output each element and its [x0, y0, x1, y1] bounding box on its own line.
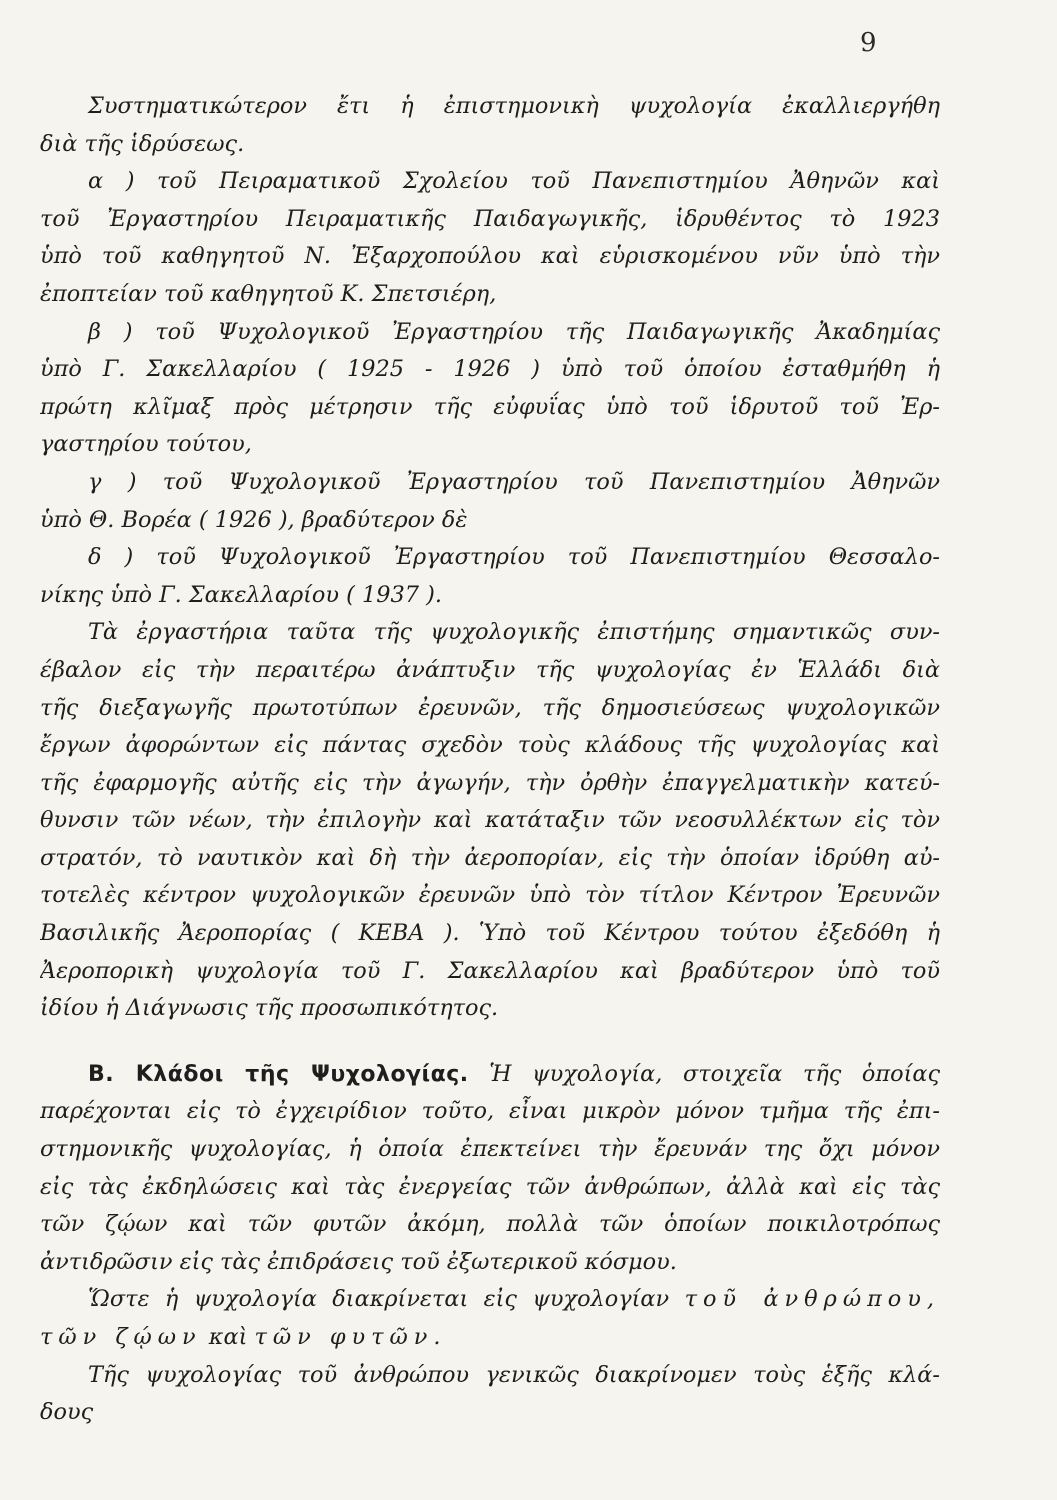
text-line: στρατόν, τὸ ναυτικὸν καὶ δὴ τὴν ἀεροπορίαν, εἰς τὴν ὁποίαν ἱδρύθη αὐ- — [40, 844, 940, 871]
text-line: Ἀεροπορικὴ ψυχολογία τοῦ Γ. Σακελλαρίου καὶ βραδύτερον ὑπὸ τοῦ — [40, 957, 940, 984]
text-line: ἀντιδρῶσιν εἰς τὰς ἐπιδράσεις τοῦ ἐξωτερικοῦ κόσμου. — [40, 1248, 677, 1275]
text-line: διὰ τῆς ἱδρύσεως. — [40, 130, 245, 157]
text-line: τῆς διεξαγωγῆς πρωτοτύπων ἐρευνῶν, τῆς δημοσιεύσεως ψυχολογικῶν — [40, 694, 940, 721]
list-item-b: β ) τοῦ Ψυχολογικοῦ Ἐργαστηρίου τῆς Παιδαγωγικῆς Ἀκαδημίας — [88, 318, 940, 345]
list-item-c: γ ) τοῦ Ψυχολογικοῦ Ἐργαστηρίου τοῦ Πανεπιστημίου Ἀθηνῶν — [88, 468, 940, 495]
text-line: ἐποπτείαν τοῦ καθηγητοῦ Κ. Σπετσιέρη, — [40, 280, 497, 307]
text-line: ἔργων ἀφορώντων εἰς πάντας σχεδὸν τοὺς κλάδους τῆς ψυχολογίας καὶ — [40, 732, 940, 759]
text-line: ὑπὸ τοῦ καθηγητοῦ Ν. Ἐξαρχοπούλου καὶ εὑρισκομένου νῦν ὑπὸ τὴν — [40, 243, 940, 270]
text-line: δους — [40, 1399, 94, 1426]
text-line: τοτελὲς κέντρον ψυχολογικῶν ἐρευνῶν ὑπὸ τὸν τίτλον Κέντρον Ἐρευνῶν — [40, 882, 940, 909]
spaced-term-human: τοῦ ἀνθρώπου, — [684, 1286, 940, 1313]
page-number: 9 — [860, 28, 877, 58]
text-line: στημονικῆς ψυχολογίας, ἡ ὁποία ἐπεκτείνει τὴν ἔρευνάν της ὄχι μόνον — [40, 1136, 940, 1163]
text-line: ὑπὸ Θ. Βορέα ( 1926 ), βραδύτερον δὲ — [40, 506, 468, 533]
text-line: παρέχονται εἰς τὸ ἐγχειρίδιον τοῦτο, εἶναι μικρὸν μόνον τμῆμα τῆς ἐπι- — [40, 1098, 940, 1125]
text-line: έβαλον εἰς τὴν περαιτέρω ἀνάπτυξιν τῆς ψυχολογίας ἐν Ἑλλάδι διὰ — [40, 656, 940, 683]
text-line — [40, 1281, 940, 1319]
text-line: ὑπὸ Γ. Σακελλαρίου ( 1925 - 1926 ) ὑπὸ τοῦ ὁποίου ἐσταθμήθη ἡ — [40, 356, 940, 383]
text-line: τοῦ Ἐργαστηρίου Πειραματικῆς Παιδαγωγικῆς, ἱδρυθέντος τὸ 1923 — [40, 205, 940, 232]
text-line: εἰς τὰς ἐκδηλώσεις καὶ τὰς ἐνεργείας τῶν ἀνθρώπων, ἀλλὰ καὶ εἰς τὰς — [40, 1173, 940, 1200]
section-b-first-line — [40, 1056, 940, 1094]
text-line: τῆς ἐφαρμογῆς αὐτῆς εἰς τὴν ἀγωγήν, τὴν ὀρθὴν ἐπαγγελματικὴν κατεύ- — [40, 769, 940, 796]
body-text — [40, 88, 940, 1432]
section-gap — [40, 1028, 940, 1056]
text-line — [40, 1319, 940, 1357]
list-item-a: α ) τοῦ Πειραματικοῦ Σχολείου τοῦ Πανεπιστημίου Ἀθηνῶν καὶ — [88, 168, 940, 195]
section-b-text: Ἡ ψυχολογία, στοιχεῖα τῆς ὁποίας — [489, 1060, 940, 1087]
text-line: Συστηματικώτερον ἔτι ἡ ἐπιστημονικὴ ψυχολογία ἐκαλλιεργήθη — [88, 93, 940, 119]
text-line: Τῆς ψυχολογίας τοῦ ἀνθρώπου γενικῶς διακρίνομεν τοὺς ἑξῆς κλά- — [88, 1361, 940, 1388]
paragraph-start: Τὰ ἐργαστήρια ταῦτα τῆς ψυχολογικῆς ἐπιστήμης σημαντικῶς συν- — [88, 619, 940, 646]
text-line: πρώτη κλῖμαξ πρὸς μέτρησιν τῆς εὐφυΐας ὑπὸ τοῦ ἱδρυτοῦ τοῦ Ἐρ- — [40, 393, 940, 420]
text-span: καὶ — [208, 1324, 248, 1350]
text-line: Βασιλικῆς Ἀεροπορίας ( ΚΕΒΑ ). Ὑπὸ τοῦ Κέντρου τούτου ἐξεδόθη ἡ — [40, 920, 940, 947]
list-item-d: δ ) τοῦ Ψυχολογικοῦ Ἐργαστηρίου τοῦ Πανεπιστημίου Θεσσαλο- — [88, 544, 940, 571]
text-span: Ὥστε ἡ ψυχολογία διακρίνεται εἰς ψυχολογίαν — [88, 1286, 670, 1313]
section-heading: Β. Κλάδοι τῆς Ψυχολογίας. — [88, 1061, 469, 1087]
spaced-term-plants: τῶν φυτῶν. — [254, 1324, 447, 1350]
text-line: τῶν ζῴων καὶ τῶν φυτῶν ἀκόμη, πολλὰ τῶν ὁποίων ποικιλοτρόπως — [40, 1211, 940, 1238]
text-line: νίκης ὑπὸ Γ. Σακελλαρίου ( 1937 ). — [40, 581, 442, 608]
spaced-term-animals: τῶν ζῴων — [40, 1324, 202, 1350]
text-line: ἰδίου ἡ Διάγνωσις τῆς προσωπικότητος. — [40, 995, 499, 1022]
text-line: γαστηρίου τούτου, — [40, 431, 252, 458]
text-line: θυνσιν τῶν νέων, τὴν ἐπιλογὴν καὶ κατάταξιν τῶν νεοσυλλέκτων εἰς τὸν — [40, 807, 940, 834]
